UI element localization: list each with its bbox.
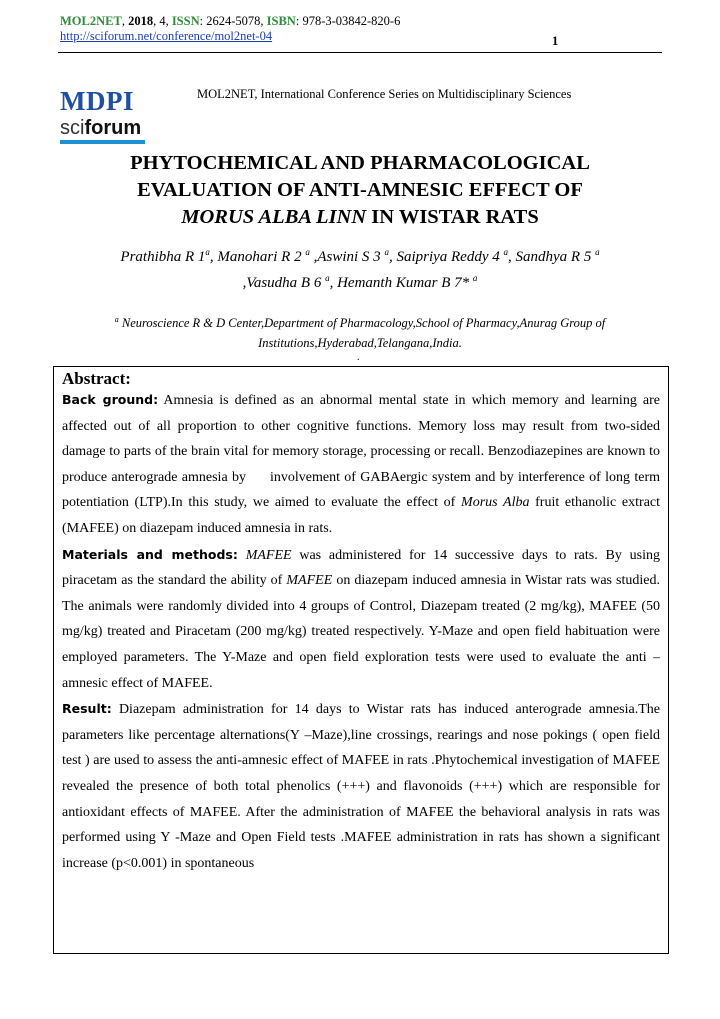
- author-name: Prathibha R 1: [120, 249, 206, 265]
- methods-paragraph: Materials and methods: MAFEE was administered for 14 successive days to rats. By using piracetam as the standard the ability of MAFEE on diazepam induced amnesia in Wistar rats was studied. The animals were randomly divided into 4 groups of Control, Diazepam treated (2 mg/kg), MAFEE (50 mg/kg) treated and Piracetam (200 mg/kg) treated respectively. Y-Maze and open field habituation were employed parameters. The Y-Maze and open field exploration tests were used to evaluate the anti –amnesic effect of MAFEE.: [62, 546, 660, 691]
- paper-title: [60, 150, 660, 231]
- mdpi-sciforum-logo: [60, 88, 152, 144]
- title-line-2: EVALUATION OF ANTI-AMNESIC EFFECT OF: [137, 179, 583, 201]
- header-divider: [58, 52, 662, 53]
- journal-header: [60, 14, 400, 44]
- result-label: Result:: [62, 701, 112, 717]
- conference-series: MOL2NET, International Conference Series on Multidisciplinary Sciences: [197, 87, 572, 101]
- author-name: , Saipriya Reddy 4: [388, 249, 504, 265]
- abstract-body: [62, 387, 660, 876]
- methods-label: Materials and methods:: [62, 546, 238, 562]
- author-name: , Hemanth Kumar B 7*: [329, 275, 473, 291]
- journal-volume: 4: [159, 14, 166, 28]
- sciforum-logo-bar: [60, 140, 145, 144]
- author-name: ,Aswini S 3: [309, 249, 385, 265]
- author-name: , Manohari R 2: [209, 249, 306, 265]
- title-line-1: PHYTOCHEMICAL AND PHARMACOLOGICAL: [130, 152, 590, 174]
- isbn-label: ISBN: [266, 14, 296, 28]
- background-label: Back ground:: [62, 392, 159, 407]
- issn-label: ISSN: [171, 14, 200, 28]
- title-line-3: MORUS ALBA LINN IN WISTAR RATS: [181, 206, 539, 228]
- stray-dot: .: [357, 352, 360, 363]
- issn-value: 2624-5078: [206, 14, 261, 28]
- author-list: Prathibha R 1$^a$, Manohari R 2 $^a$ ,Aswini S 3 $^a$, Saipriya Reddy 4 $^a$, Sandhya R 5 $^a$ ,Vasudha B 6 $^a$, Hemanth Kumar B 7* $^a$: [120, 247, 600, 291]
- result-paragraph: Result: Diazepam administration for 14 days to Wistar rats has induced anterograde amnesia.The parameters like percentage alternations(Y –Maze),line crossings, rearings and nose pokings ( open field test ) are used to assess the anti-amnesic effect of MAFEE in rats .Phytochemical investigation of MAFEE revealed the presence of both total phenolics (+++) and flavonoids (+++) which are responsible for antioxidant effects of MAFEE. After the administration of MAFEE the behavioral analysis in rats was performed using Y -Maze and Open Field tests .MAFEE administration in rats has shown a significant increase (p<0.001) in spontaneous: [62, 701, 660, 871]
- background-paragraph: Back ground: Amnesia is defined as an abnormal mental state in which memory and learning are affected out of all proportion to other cognitive functions. Memory loss may result from two-sided damage to parts of the brain vital for memory storage, processing or recall. Benzodiazepines are known to produce anterograde amnesia by involvement of GABAergic system and by interference of long term potentiation (LTP).In this study, we aimed to evaluate the effect of Morus Alba fruit ethanolic extract (MAFEE) on diazepam induced amnesia in rats.: [62, 392, 661, 536]
- sciforum-logo-text: sciforum: [60, 117, 142, 139]
- page-number: 1: [552, 34, 559, 48]
- journal-name: MOL2NET: [60, 14, 122, 28]
- isbn-value: 978-3-03842-820-6: [302, 14, 401, 28]
- journal-year: 2018: [128, 14, 154, 28]
- mdpi-logo-text: MDPI: [60, 86, 134, 116]
- author-name: ,Vasudha B 6: [242, 275, 326, 291]
- citation-line: MOL2NET, 2018, 4, ISSN: 2624-5078, ISBN: 978-3-03842-820-6: [60, 14, 401, 28]
- abstract-heading: Abstract:: [62, 369, 131, 388]
- conference-url-link[interactable]: http://sciforum.net/conference/mol2net-04: [60, 29, 273, 43]
- affiliation: $^a$ Neuroscience R & D Center,Department of Pharmacology,School of Pharmacy,Anurag Group of Institutions,Hyderabad,Telangana,India.: [114, 315, 606, 351]
- author-name: , Sandhya R 5: [508, 249, 596, 265]
